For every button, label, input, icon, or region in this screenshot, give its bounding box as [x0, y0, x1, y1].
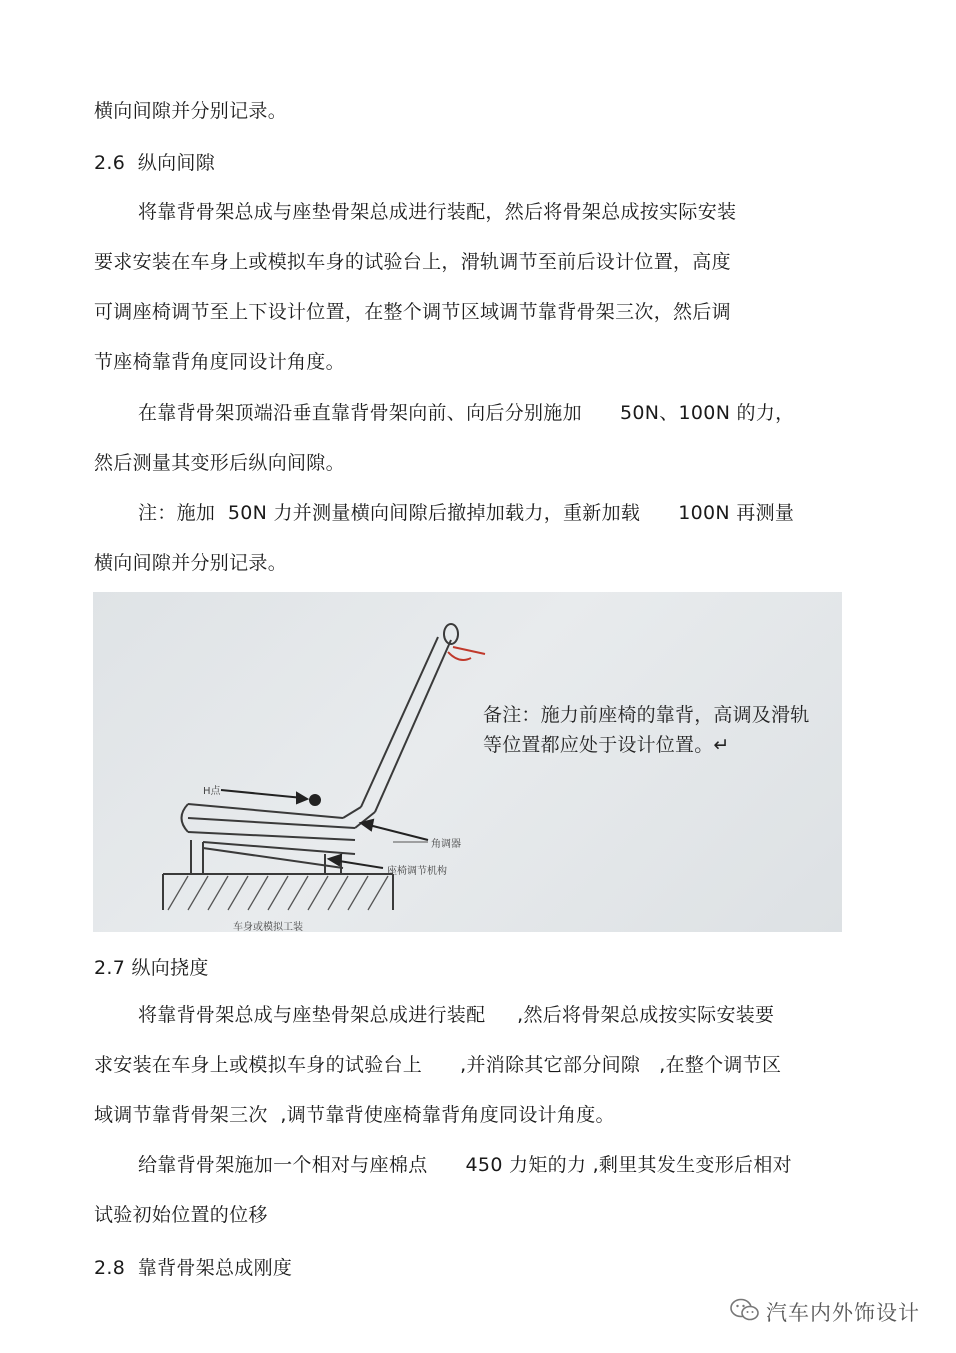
paragraph-line: 将靠背骨架总成与座垫骨架总成进行装配 ,然后将骨架总成按实际安装要: [138, 1004, 775, 1026]
paragraph-line: 节座椅靠背角度同设计角度。: [94, 351, 345, 373]
label-recliner: 角调器: [431, 839, 461, 850]
section-heading-2-8: 2.8 靠背骨架总成刚度: [94, 1257, 293, 1279]
paragraph-line: 在靠背骨架顶端沿垂直靠背骨架向前、向后分别施加 50N、100N 的力，: [138, 402, 795, 424]
section-heading-2-7: 2.7 纵向挠度: [94, 957, 209, 979]
seat-frame-drawing: [93, 592, 842, 932]
paragraph-line: 横向间隙并分别记录。: [94, 552, 288, 574]
label-vehicle-base: 车身或模拟工装: [233, 922, 303, 932]
figure-note-line: 等位置都应处于设计位置。↵: [483, 734, 730, 756]
paragraph-line: 然后测量其变形后纵向间隙。: [94, 452, 345, 474]
figure-note-line: 备注：施力前座椅的靠背，高调及滑轨: [483, 704, 810, 726]
watermark-text: 汽车内外饰设计: [766, 1301, 920, 1325]
seat-test-diagram: [93, 592, 842, 932]
paragraph-line: 求安装在车身上或模拟车身的试验台上 ,并消除其它部分间隙 ,在整个调节区: [94, 1054, 782, 1076]
paragraph-line: 域调节靠背骨架三次 ,调节靠背使座椅靠背角度同设计角度。: [94, 1104, 615, 1126]
paragraph-line: 试验初始位置的位移: [94, 1204, 268, 1226]
paragraph-line: 将靠背骨架总成与座垫骨架总成进行装配，然后将骨架总成按实际安装: [138, 201, 737, 223]
section-heading-2-6: 2.6 纵向间隙: [94, 152, 215, 174]
label-seat-adjuster: 座椅调节机构: [387, 866, 447, 877]
watermark: [730, 1296, 920, 1328]
paragraph-line: 要求安装在车身上或模拟车身的试验台上，滑轨调节至前后设计位置，高度: [94, 251, 731, 273]
paragraph-line: 横向间隙并分别记录。: [94, 100, 288, 122]
paragraph-line: 注：施加 50N 力并测量横向间隙后撤掉加载力，重新加载 100N 再测量: [138, 502, 795, 524]
label-h-point: H点: [203, 786, 221, 797]
wechat-icon: [730, 1297, 760, 1327]
paragraph-line: 可调座椅调节至上下设计位置，在整个调节区域调节靠背骨架三次，然后调: [94, 301, 731, 323]
paragraph-line: 给靠背骨架施加一个相对与座棉点 450 力矩的力 ,剩里其发生变形后相对: [138, 1154, 792, 1176]
